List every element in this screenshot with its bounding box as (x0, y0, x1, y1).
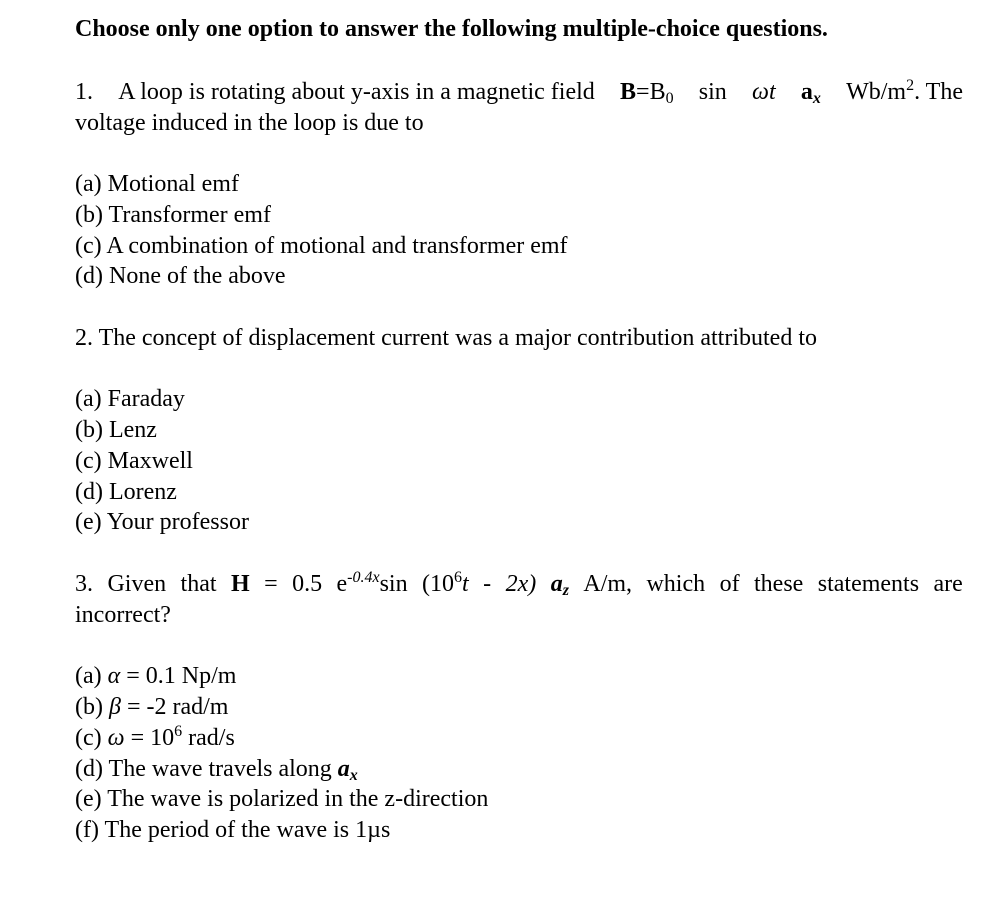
q3-word-that: that (180, 571, 217, 597)
q1-field-symbol: B (620, 79, 637, 105)
q2-option-d: (d) Lorenz (75, 479, 177, 505)
q3-word-which: which (646, 571, 706, 597)
q3-option-c-sup: 6 (174, 723, 183, 740)
q2-stem: 2. The concept of displacement current was a major contribution attributed to (75, 325, 817, 351)
q3-amplitude: 0.5 (292, 571, 323, 597)
q3-word-statements: statements (817, 571, 920, 597)
q3-minus: - (483, 571, 492, 597)
q1-unit-vector (801, 78, 821, 106)
q2-option-a: (a) Faraday (75, 386, 185, 412)
q1-stem-line1 (75, 78, 963, 106)
q3-number: 3. (75, 571, 93, 597)
q1-unit-vector-a: a (800, 79, 813, 105)
q3-arg-2x: 2x) (505, 571, 537, 597)
q3-sin: sin (379, 571, 408, 597)
q3-argument-start (422, 570, 469, 598)
q3-option-b-value: = -2 rad/m (126, 694, 229, 720)
q3-unit: A/m, (583, 571, 633, 597)
q1-omega-t (752, 78, 776, 106)
q3-option-a-symbol: α (107, 663, 121, 689)
q3-unit-vector-sub: z (562, 582, 569, 599)
q1-unit-text: Wb/m (846, 79, 907, 105)
q3-option-c-value: = 10 (130, 725, 175, 751)
q3-option-c (75, 724, 235, 752)
q3-field-H: H (230, 571, 250, 597)
q3-word-these: these (754, 571, 804, 597)
q1-stem-suffix: . The (914, 79, 963, 105)
q2-option-b: (b) Lenz (75, 417, 157, 443)
q3-unit-vector (551, 570, 569, 598)
q3-equals: = (264, 571, 278, 597)
instructions-heading: Choose only one option to answer the following multiple-choice questions. (75, 16, 828, 42)
q1-field-equals: =B (636, 79, 666, 105)
q1-unit (846, 78, 963, 106)
q3-word-of: of (719, 571, 740, 597)
q1-field-expression (620, 78, 674, 106)
q3-argument-end (506, 570, 537, 598)
q3-option-c-symbol: ω (107, 725, 125, 751)
q3-option-f: (f) The period of the wave is 1µs (75, 817, 391, 843)
q1-sin: sin (698, 79, 727, 105)
q3-option-d-vector: a (337, 756, 350, 782)
q3-option-a-value: = 0.1 Np/m (126, 663, 237, 689)
q3-option-d-text: (d) The wave travels along (75, 756, 332, 782)
q3-stem-line2: incorrect? (75, 602, 171, 628)
q1-field-subscript: 0 (665, 90, 674, 107)
q1-option-c: (c) A combination of motional and transformer emf (75, 233, 568, 259)
q1-option-a: (a) Motional emf (75, 171, 239, 197)
q3-option-b-label: (b) (75, 694, 103, 720)
q3-word-are: are (933, 571, 963, 597)
q3-arg-open: (10 (422, 571, 455, 597)
q2-option-e: (e) Your professor (75, 509, 249, 535)
q3-option-a-label: (a) (75, 663, 102, 689)
q3-option-d-sub: x (349, 767, 358, 784)
q3-arg-sup: 6 (454, 569, 463, 586)
q1-option-b: (b) Transformer emf (75, 202, 271, 228)
q3-option-c-unit: rad/s (182, 725, 235, 751)
q3-exponential (337, 570, 408, 598)
q3-exp-base: e (336, 571, 348, 597)
q3-option-a (75, 662, 236, 690)
q1-unit-vector-sub: x (812, 90, 821, 107)
q1-option-d: (d) None of the above (75, 263, 286, 289)
q3-arg-t: t (462, 571, 469, 597)
q3-option-d (75, 755, 358, 783)
q1-unit-sup: 2 (906, 77, 915, 94)
q3-option-b-symbol: β (108, 694, 121, 720)
q3-option-c-label: (c) (75, 725, 102, 751)
q3-option-b (75, 693, 228, 721)
q3-exp-power: -0.4x (347, 569, 380, 586)
q3-word-given: Given (107, 571, 167, 597)
q3-option-e: (e) The wave is polarized in the z-direction (75, 786, 489, 812)
q1-number: 1. (75, 79, 93, 105)
q1-stem-prefix: A loop is rotating about y-axis in a magnetic field (118, 79, 595, 105)
q3-unit-vector-a: a (550, 571, 563, 597)
q1-omega-t-text: ωt (752, 79, 776, 105)
q3-stem-line1 (75, 570, 963, 598)
q3-field-symbol (231, 570, 250, 598)
q2-option-c: (c) Maxwell (75, 448, 193, 474)
q1-stem-line2: voltage induced in the loop is due to (75, 110, 424, 136)
